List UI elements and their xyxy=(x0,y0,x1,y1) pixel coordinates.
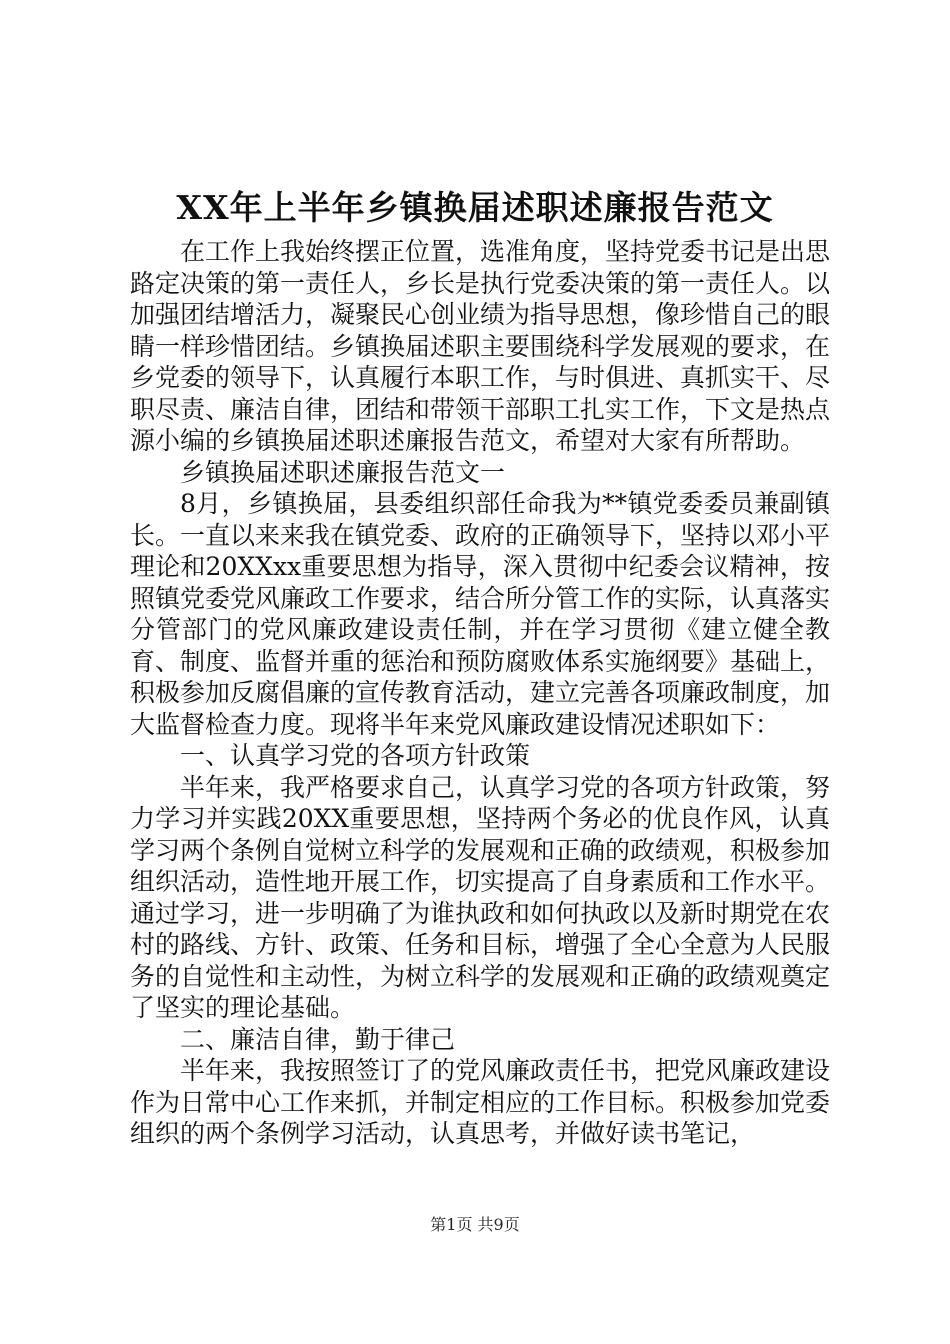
body-paragraph: 8月，乡镇换届，县委组织部任命我为**镇党委委员兼副镇长。一直以来来我在镇党委、政府的正确领导下，坚持以邓小平理论和20XXxx重要思想为指导，深入贯彻中纪委会议精神，按照镇党委党风廉政工作要求，结合所分管工作的实际，认真落实分管部门的党风廉政建设责任制，并在学习贯彻《建立健全教育、制度、监督并重的惩治和预防腐败体系实施纲要》基础上，积极参加反腐倡廉的宣传教育活动，建立完善各项廉政制度，加大监督检查力度。现将半年来党风廉政建设情况述职如下： xyxy=(130,489,831,739)
section-heading-one: 一、认真学习党的各项方针政策 xyxy=(180,741,531,770)
section-title-sample-one: 乡镇换届述职述廉报告范文一 xyxy=(180,457,506,487)
intro-paragraph: 在工作上我始终摆正位置，选准角度，坚持党委书记是出思路定决策的第一责任人，乡长是执行党委决策的第一责任人。以加强团结增活力，凝聚民心创业绩为指导思想，像珍惜自己的眼睛一样珍惜团结。乡镇换届述职主要围绕科学发展观的要求，在乡党委的领导下，认真履行本职工作，与时俱进、真抓实干、尽职尽责、廉洁自律，团结和带领干部职工扎实工作，下文是热点源小编的乡镇换届述职述廉报告范文，希望对大家有所帮助。 xyxy=(130,237,831,455)
body-paragraph: 半年来，我严格要求自己，认真学习党的各项方针政策，努力学习并实践20XX重要思想，坚持两个务必的优良作风，认真学习两个条例自觉树立科学的发展观和正确的政绩观，积极参加组织活动，造性地开展工作，切实提高了自身素质和工作水平。通过学习，进一步明确了为谁执政和如何执政以及新时期党在农村的路线、方针、政策、任务和目标，增强了全心全意为人民服务的自觉性和主动性，为树立科学的发展观和正确的政绩观奠定了坚实的理论基础。 xyxy=(130,772,831,1022)
document-body xyxy=(130,236,830,1150)
document-title: XX年上半年乡镇换届述职述廉报告范文 xyxy=(176,188,774,227)
body-paragraph: 半年来，我按照签订了的党风廉政责任书，把党风廉政建设作为日常中心工作来抓，并制定相应的工作目标。积极参加党委组织的两个条例学习活动，认真思考，并做好读书笔记， xyxy=(130,1056,831,1148)
page-number-footer: 第1页 共9页 xyxy=(430,1215,520,1234)
section-heading-two: 二、廉洁自律，勤于律己 xyxy=(180,1024,456,1054)
